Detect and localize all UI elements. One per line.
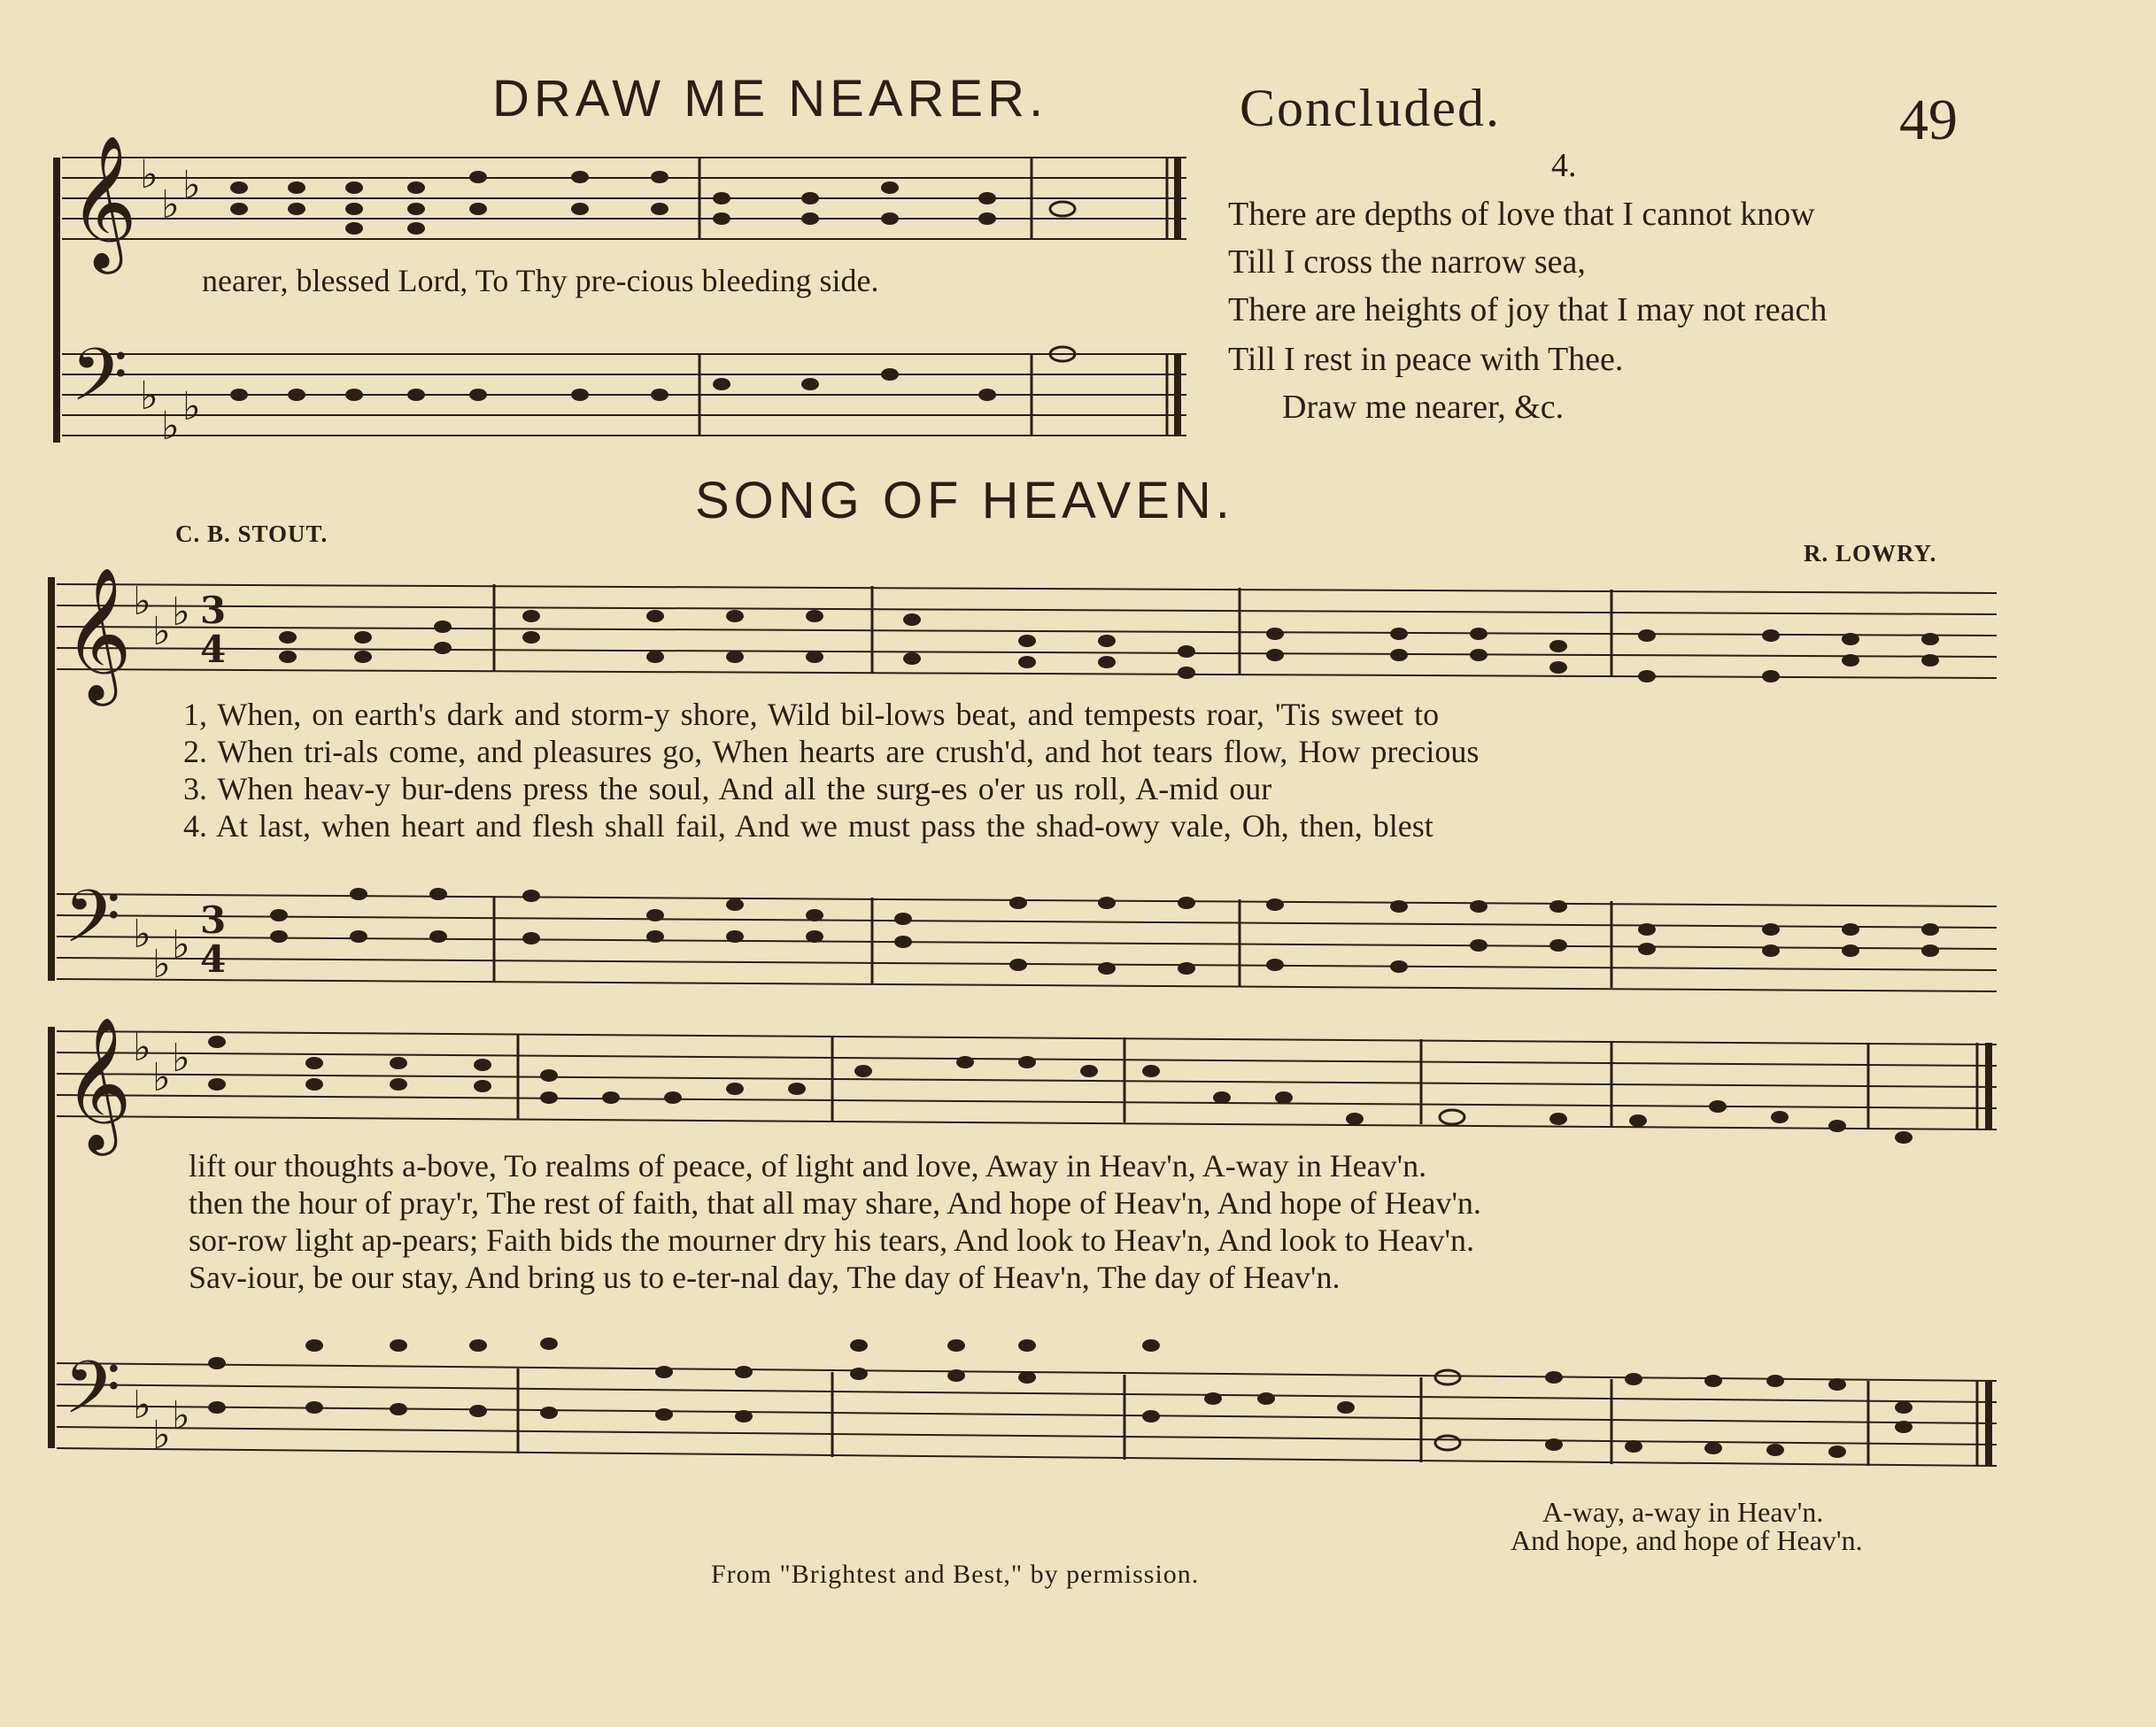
svg-text:♭: ♭ bbox=[172, 922, 190, 968]
svg-text:♭: ♭ bbox=[133, 912, 151, 957]
hymn1-subtitle: Concluded. bbox=[1240, 79, 1501, 137]
stanza-line-3: There are heights of joy that I may not reach bbox=[1228, 291, 1828, 328]
svg-text:3: 3 bbox=[200, 898, 227, 942]
svg-text:♭: ♭ bbox=[182, 163, 201, 208]
svg-text:♭: ♭ bbox=[172, 1393, 190, 1438]
svg-text:3: 3 bbox=[200, 589, 227, 632]
svg-text:𝄞: 𝄞 bbox=[64, 566, 132, 700]
hymn1-refrain-words: nearer, blessed Lord, To Thy pre-cious bleeding side. bbox=[202, 263, 879, 298]
svg-text:♭: ♭ bbox=[161, 182, 180, 227]
verse-3-line-a: 3. When heav-y bur-dens press the soul, And all the surg-es o'er us roll, A-mid our bbox=[183, 771, 1272, 806]
svg-text:♭: ♭ bbox=[152, 942, 171, 987]
svg-text:♭: ♭ bbox=[161, 404, 180, 449]
stanza-line-4: Till I rest in peace with Thee. bbox=[1228, 341, 1624, 378]
svg-text:♭: ♭ bbox=[152, 609, 171, 654]
lyricist-credit: C. B. STOUT. bbox=[175, 520, 328, 547]
svg-text:♭: ♭ bbox=[133, 579, 151, 624]
svg-text:4: 4 bbox=[200, 937, 227, 981]
svg-text:♭: ♭ bbox=[152, 1413, 171, 1458]
hymn2-title: SONG OF HEAVEN. bbox=[695, 472, 1234, 529]
verse-2-line-b: then the hour of pray'r, The rest of faith, that all may share, And hope of Heav'n, And hope of Heav'n. bbox=[189, 1185, 1481, 1221]
verse-1-line-a: 1, When, on earth's dark and storm-y shore, Wild bil-lows beat, and tempests roar, 'Tis sweet to bbox=[183, 697, 1440, 732]
footnote: From "Brightest and Best," by permission. bbox=[711, 1560, 1200, 1589]
bass-words-1: A-way, a-way in Heav'n. bbox=[1542, 1496, 1824, 1528]
svg-text:𝄞: 𝄞 bbox=[64, 1015, 132, 1150]
stanza-line-5: Draw me nearer, &c. bbox=[1282, 389, 1565, 426]
svg-text:𝄢: 𝄢 bbox=[71, 332, 128, 436]
svg-text:♭: ♭ bbox=[133, 1025, 151, 1070]
svg-text:𝄢: 𝄢 bbox=[64, 1345, 121, 1448]
svg-text:♭: ♭ bbox=[140, 374, 158, 419]
stanza-line-2: Till I cross the narrow sea, bbox=[1228, 243, 1586, 281]
stanza-line-1: There are depths of love that I cannot know bbox=[1228, 196, 1815, 233]
verse-4-line-b: Sav-iour, be our stay, And bring us to e-ter-nal day, The day of Heav'n, The day of Heav'n. bbox=[189, 1260, 1341, 1295]
stanza-number: 4. bbox=[1551, 147, 1577, 184]
svg-text:𝄞: 𝄞 bbox=[69, 134, 137, 268]
svg-text:♭: ♭ bbox=[172, 1036, 190, 1081]
verse-4-line-a: 4. At last, when heart and flesh shall fail, And we must pass the shad-owy vale, Oh, then, blest bbox=[183, 808, 1433, 844]
svg-text:♭: ♭ bbox=[133, 1383, 151, 1428]
verse-3-line-b: sor-row light ap-pears; Faith bids the mourner dry his tears, And look to Heav'n, And look to Heav'n. bbox=[189, 1222, 1475, 1258]
svg-text:♭: ♭ bbox=[152, 1055, 171, 1100]
svg-text:♭: ♭ bbox=[182, 384, 201, 429]
verse-1-line-b: lift our thoughts a-bove, To realms of peace, of light and love, Away in Heav'n, A-way in Heav'n. bbox=[189, 1148, 1427, 1183]
svg-text:𝄢: 𝄢 bbox=[64, 874, 121, 977]
svg-text:4: 4 bbox=[200, 628, 227, 671]
hymn1-title: DRAW ME NEARER. bbox=[492, 70, 1048, 127]
composer-credit: R. LOWRY. bbox=[1804, 540, 1937, 567]
bass-words-2: And hope, and hope of Heav'n. bbox=[1511, 1524, 1863, 1556]
svg-text:♭: ♭ bbox=[172, 590, 190, 635]
page-number: 49 bbox=[1899, 88, 1958, 152]
verse-2-line-a: 2. When tri-als come, and pleasures go, When hearts are crush'd, and hot tears flow, How precious bbox=[183, 734, 1480, 769]
svg-text:♭: ♭ bbox=[140, 152, 158, 197]
